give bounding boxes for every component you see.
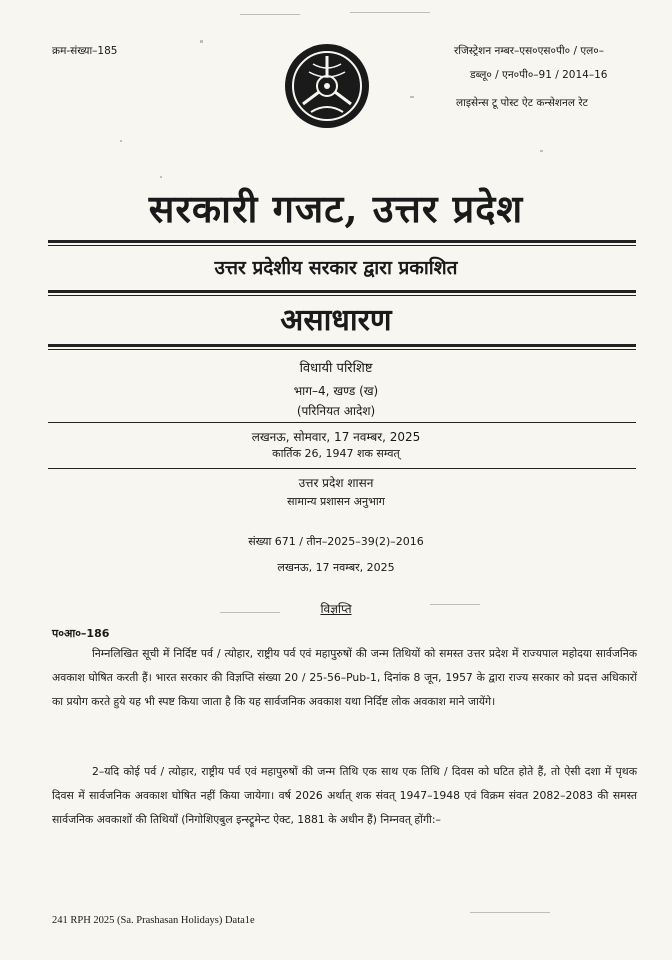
reference-number: प०आ०–186 <box>52 627 110 640</box>
license-line: लाइसेन्स टू पोस्ट ऐट कन्सेशनल रेट <box>456 97 588 109</box>
issue-date: लखनऊ, सोमवार, 17 नवम्बर, 2025 <box>251 430 421 444</box>
divider <box>48 240 636 243</box>
order-number: संख्या 671 / तीन–2025–39(2)–2016 <box>248 535 424 548</box>
govt-name: उत्तर प्रदेश शासन <box>298 476 374 490</box>
edition-label: असाधारण <box>280 303 392 338</box>
divider <box>48 245 636 246</box>
divider <box>48 344 636 347</box>
divider <box>48 290 636 293</box>
footer-code: 241 RPH 2025 (Sa. Prashasan Holidays) Data1e <box>52 915 255 926</box>
section-part: भाग–4, खण्ड (ख) <box>293 384 379 398</box>
notification-heading: विज्ञप्ति <box>320 602 352 616</box>
up-govt-emblem-icon <box>283 42 371 130</box>
order-place-date: लखनऊ, 17 नवम्बर, 2025 <box>277 561 395 574</box>
section-name: विधायी परिशिष्ट <box>299 361 373 376</box>
department-name: सामान्य प्रशासन अनुभाग <box>287 495 385 508</box>
divider <box>48 422 636 423</box>
publisher-line: उत्तर प्रदेशीय सरकार द्वारा प्रकाशित <box>214 257 458 279</box>
divider <box>48 295 636 296</box>
body-paragraph-1: निम्नलिखित सूची में निर्दिष्ट पर्व / त्योहार, राष्ट्रीय पर्व एवं महापुरुषों की जन्म तिथियों को समस्त उत्तर प्रदेश में राज्यपाल महोदया सार्वजनिक अवकाश घोषित करती हैं। भारत सरकार की विज्ञप्ति संख्या 20 / 25-56–Pub-1, दिनांक 8 जून, 1957 के द्वारा राज्य सरकार को प्रदत्त अधिकारों का प्रयोग करते हुये यह भी स्पष्ट किया जाता है कि यह सार्वजनिक अवकाश यथा निर्दिष्ट लोक अवकाश माने जायेंगे। <box>52 647 637 708</box>
section-sub: (परिनियत आदेश) <box>296 404 376 418</box>
gazette-title: सरकारी गजट, उत्तर प्रदेश <box>148 186 524 231</box>
registration-line-2: डब्लू० / एन०पी०–91 / 2014–16 <box>470 69 608 81</box>
divider <box>48 468 636 469</box>
divider <box>48 349 636 350</box>
serial-number: क्रम-संख्या–185 <box>52 45 118 57</box>
body-paragraph-2: 2–यदि कोई पर्व / त्योहार, राष्ट्रीय पर्व एवं महापुरुषों की जन्म तिथि एक साथ एक तिथि / दिवस को घटित होते हैं, तो ऐसी दशा में पृथक दिवस में सार्वजनिक अवकाश घोषित नहीं किया जायेगा। वर्ष 2026 अर्थात् शक संवत् 1947–1948 एवं विक्रम संवत 2082–2083 की समस्त सार्वजनिक अवकाशों की तिथियाँ (निगोशिएबुल इन्स्ट्रूमेन्ट ऐक्ट, 1881 के अधीन हैं) निम्नवत् होंगी:– <box>52 765 637 826</box>
saka-date: कार्तिक 26, 1947 शक सम्वत् <box>272 447 400 460</box>
registration-line-1: रजिस्ट्रेशन नम्बर–एस०एस०पी० / एल०– <box>454 45 604 57</box>
